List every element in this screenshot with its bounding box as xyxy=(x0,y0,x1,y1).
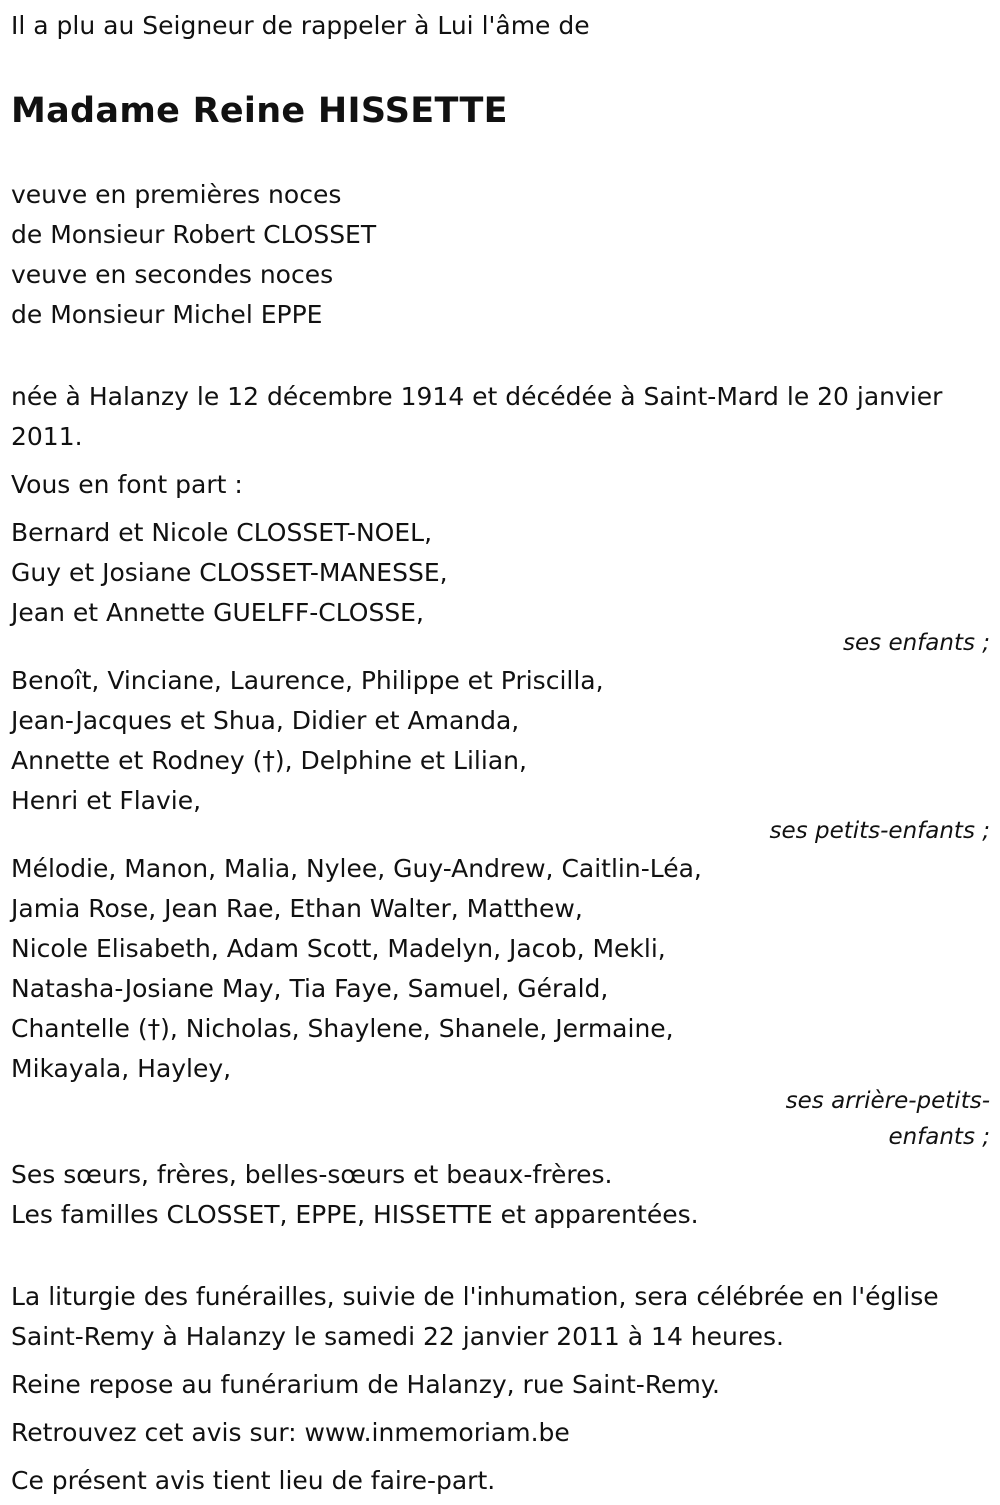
child-line: Jean et Annette GUELFF-CLOSSE, xyxy=(11,598,424,627)
great-grandchild-line: Chantelle (†), Nicholas, Shaylene, Shanele, Jermaine, xyxy=(11,1014,674,1043)
grandchild-line: Henri et Flavie, xyxy=(11,786,202,815)
grandchild-line: Jean-Jacques et Shua, Didier et Amanda, xyxy=(11,706,520,735)
children-role: ses enfants ; xyxy=(843,630,990,656)
great-grandchild-line: Natasha-Josiane May, Tia Faye, Samuel, Gérald, xyxy=(11,974,609,1003)
child-line: Bernard et Nicole CLOSSET-NOEL, xyxy=(11,518,433,547)
closing-text: Ce présent avis tient lieu de faire-part. xyxy=(11,1466,496,1495)
great-grandchildren-role-line1: ses arrière-petits- xyxy=(785,1088,990,1114)
grandchild-line: Benoît, Vinciane, Laurence, Philippe et Priscilla, xyxy=(11,666,604,695)
family-block xyxy=(11,1155,990,1235)
great-grandchild-line: Jamia Rose, Jean Rae, Ethan Walter, Matthew, xyxy=(11,894,583,923)
spouse-line: de Monsieur Robert CLOSSET xyxy=(11,220,377,249)
children-block xyxy=(11,513,990,661)
great-grandchild-line: Nicole Elisabeth, Adam Scott, Madelyn, Jacob, Mekli, xyxy=(11,934,666,963)
intro-text: Il a plu au Seigneur de rappeler à Lui l'âme de xyxy=(11,11,590,40)
great-grandchild-line: Mikayala, Hayley, xyxy=(11,1054,232,1083)
spouse-line: de Monsieur Michel EPPE xyxy=(11,300,323,329)
spouse-line: veuve en premières noces xyxy=(11,180,342,209)
liturgy-text: La liturgie des funérailles, suivie de l'inhumation, sera célébrée en l'église Saint-Remy à Halanzy le samedi 22 janvier 2011 à 14 heures. xyxy=(11,1282,939,1351)
spouse-line: veuve en secondes noces xyxy=(11,260,334,289)
website-text: Retrouvez cet avis sur: www.inmemoriam.be xyxy=(11,1418,570,1447)
deceased-name: Madame Reine HISSETTE xyxy=(11,91,508,131)
family-line: Ses sœurs, frères, belles-sœurs et beaux-frères. xyxy=(11,1160,613,1189)
grandchildren-role: ses petits-enfants ; xyxy=(769,818,990,844)
family-line: Les familles CLOSSET, EPPE, HISSETTE et apparentées. xyxy=(11,1200,699,1229)
announce-text: Vous en font part : xyxy=(11,470,243,499)
rest-text: Reine repose au funérarium de Halanzy, rue Saint-Remy. xyxy=(11,1370,720,1399)
birth-death-text: née à Halanzy le 12 décembre 1914 et décédée à Saint-Mard le 20 janvier 2011. xyxy=(11,382,943,451)
grandchildren-block xyxy=(11,661,990,849)
spouses-block xyxy=(11,175,990,335)
child-line: Guy et Josiane CLOSSET-MANESSE, xyxy=(11,558,448,587)
great-grandchildren-block xyxy=(11,849,990,1155)
great-grandchild-line: Mélodie, Manon, Malia, Nylee, Guy-Andrew, Caitlin-Léa, xyxy=(11,854,702,883)
great-grandchildren-role-line2: enfants ; xyxy=(888,1124,990,1150)
grandchild-line: Annette et Rodney (†), Delphine et Lilian, xyxy=(11,746,527,775)
